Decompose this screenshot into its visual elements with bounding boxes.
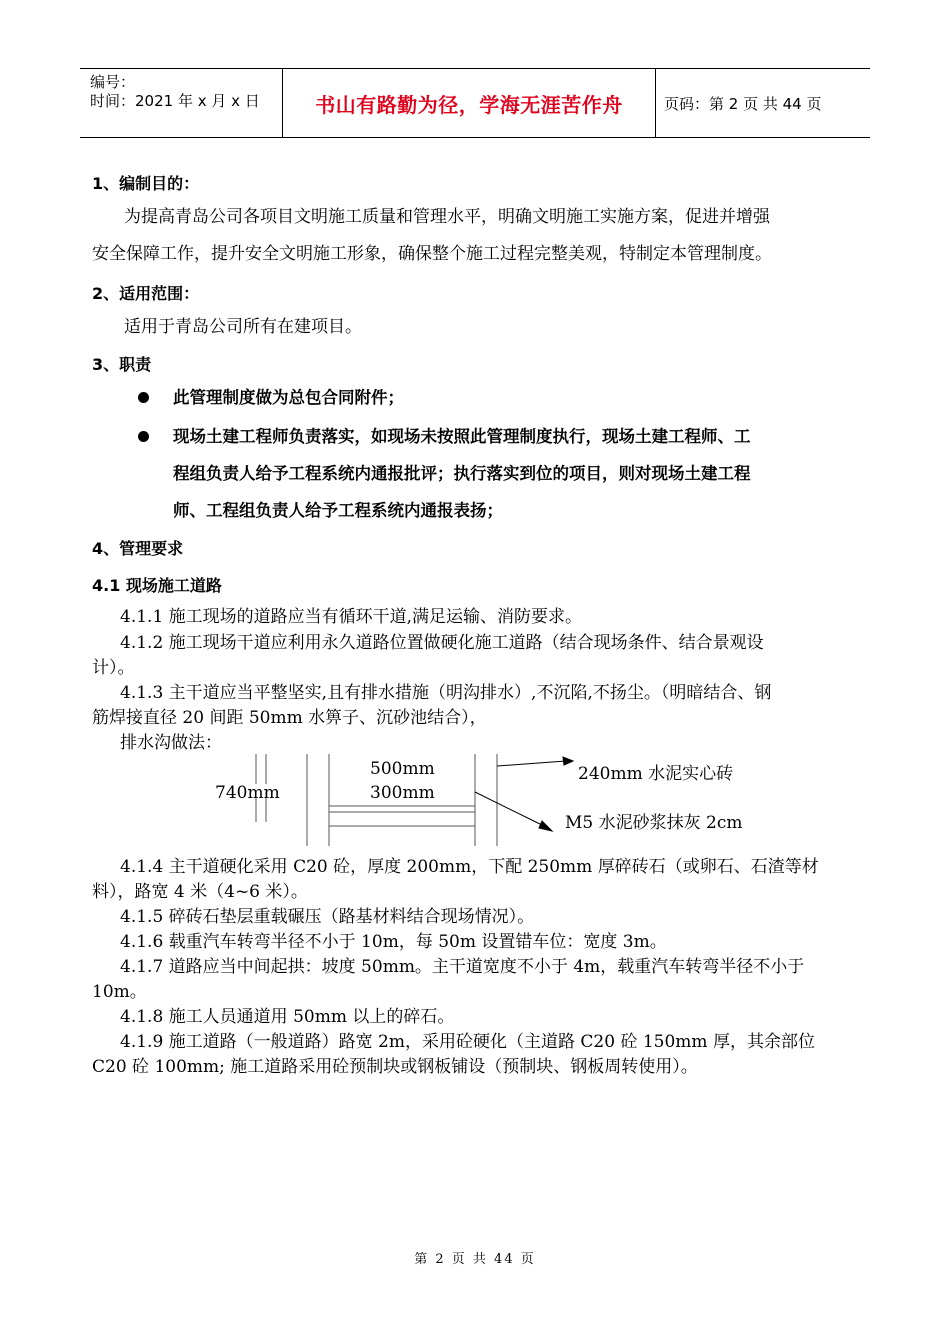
item-4-1-7-line-1: 4.1.7 道路应当中间起拱：坡度 50mm。主干道宽度不小于 4m，载重汽车转弯半径不小于 <box>120 957 805 977</box>
section-4-heading: 4、管理要求 <box>92 539 184 558</box>
item-4-1-4-line-1: 4.1.4 主干道硬化采用 C20 砼，厚度 200mm，下配 250mm 厚碎砖石（或卵石、石渣等材 <box>120 857 819 877</box>
item-4-1-5: 4.1.5 碎砖石垫层重载碾压（路基材料结合现场情况）。 <box>120 907 535 927</box>
item-4-1-7-line-2: 10m。 <box>92 982 147 1002</box>
item-4-1-6: 4.1.6 载重汽车转弯半径不小于 10m，每 50m 设置错车位：宽度 3m。 <box>120 932 667 952</box>
document-date-label: 时间：2021 年 x 月 x 日 <box>90 92 260 110</box>
item-4-1-3-line-1: 4.1.3 主干道应当平整坚实,且有排水措施（明沟排水）,不沉陷,不扬尘。（明暗结合、钢 <box>120 683 772 703</box>
diagram-brick-label: 240mm 水泥实心砖 <box>578 764 734 784</box>
item-4-1-1: 4.1.1 施工现场的道路应当有循环干道,满足运输、消防要求。 <box>120 607 583 627</box>
section-2-heading: 2、适用范围： <box>92 284 200 303</box>
section-1-line-1: 为提高青岛公司各项目文明施工质量和管理水平，明确文明施工实施方案，促进并增强 <box>124 207 770 227</box>
diagram-inner-width-label: 300mm <box>370 783 435 803</box>
diagram-mortar-label: M5 水泥砂浆抹灰 2cm <box>565 813 743 833</box>
section-2-line-1: 适用于青岛公司所有在建项目。 <box>124 317 362 337</box>
diagram-depth-label: 740mm <box>215 783 280 803</box>
brick-arrow-icon <box>563 757 573 765</box>
item-4-1-3-line-3: 排水沟做法： <box>120 733 222 753</box>
brick-leader-line <box>497 761 566 766</box>
document-number-label: 编号： <box>90 73 136 91</box>
item-4-1-3-line-2: 筋焊接直径 20 间距 50mm 水箅子、沉砂池结合）， <box>92 708 487 728</box>
duty-bullet-2-line-3: 师、工程组负责人给予工程系统内通报表扬； <box>173 501 503 520</box>
mortar-arrow-icon <box>539 821 552 831</box>
item-4-1-8: 4.1.8 施工人员通道用 50mm 以上的碎石。 <box>120 1007 455 1027</box>
item-4-1-2-line-2: 计）。 <box>92 658 135 678</box>
duty-bullet-2-line-1: 现场土建工程师负责落实，如现场未按照此管理制度执行，现场土建工程师、工 <box>173 427 751 446</box>
section-3-heading: 3、职责 <box>92 355 152 374</box>
mortar-leader-line <box>475 792 546 827</box>
item-4-1-2-line-1: 4.1.2 施工现场干道应利用永久道路位置做硬化施工道路（结合现场条件、结合景观设 <box>120 633 764 653</box>
header-motto: 书山有路勤为径，学海无涯苦作舟 <box>282 69 656 137</box>
section-1-heading: 1、编制目的： <box>92 174 200 193</box>
duty-bullet-2-line-2: 程组负责人给予工程系统内通报批评；执行落实到位的项目，则对现场土建工程 <box>173 464 751 483</box>
duty-bullet-1-text: 此管理制度做为总包合同附件； <box>173 388 404 407</box>
diagram-outer-width-label: 500mm <box>370 759 435 779</box>
item-4-1-4-line-2: 料），路宽 4 米（4~6 米）。 <box>92 882 308 902</box>
item-4-1-9-line-2: C20 砼 100mm; 施工道路采用砼预制块或钢板铺设（预制块、钢板周转使用）。 <box>92 1057 698 1077</box>
page-footer: 第 2 页 共 44 页 <box>414 1252 536 1267</box>
item-4-1-9-line-1: 4.1.9 施工道路（一般道路）路宽 2m，采用砼硬化（主道路 C20 砼 150mm 厚，其余部位 <box>120 1032 815 1052</box>
section-4-1-heading: 4.1 现场施工道路 <box>92 576 222 595</box>
header-page-info: 页码：第 2 页 共 44 页 <box>664 94 822 113</box>
section-1-line-2: 安全保障工作，提升安全文明施工形象，确保整个施工过程完整美观，特制定本管理制度。 <box>92 244 772 264</box>
